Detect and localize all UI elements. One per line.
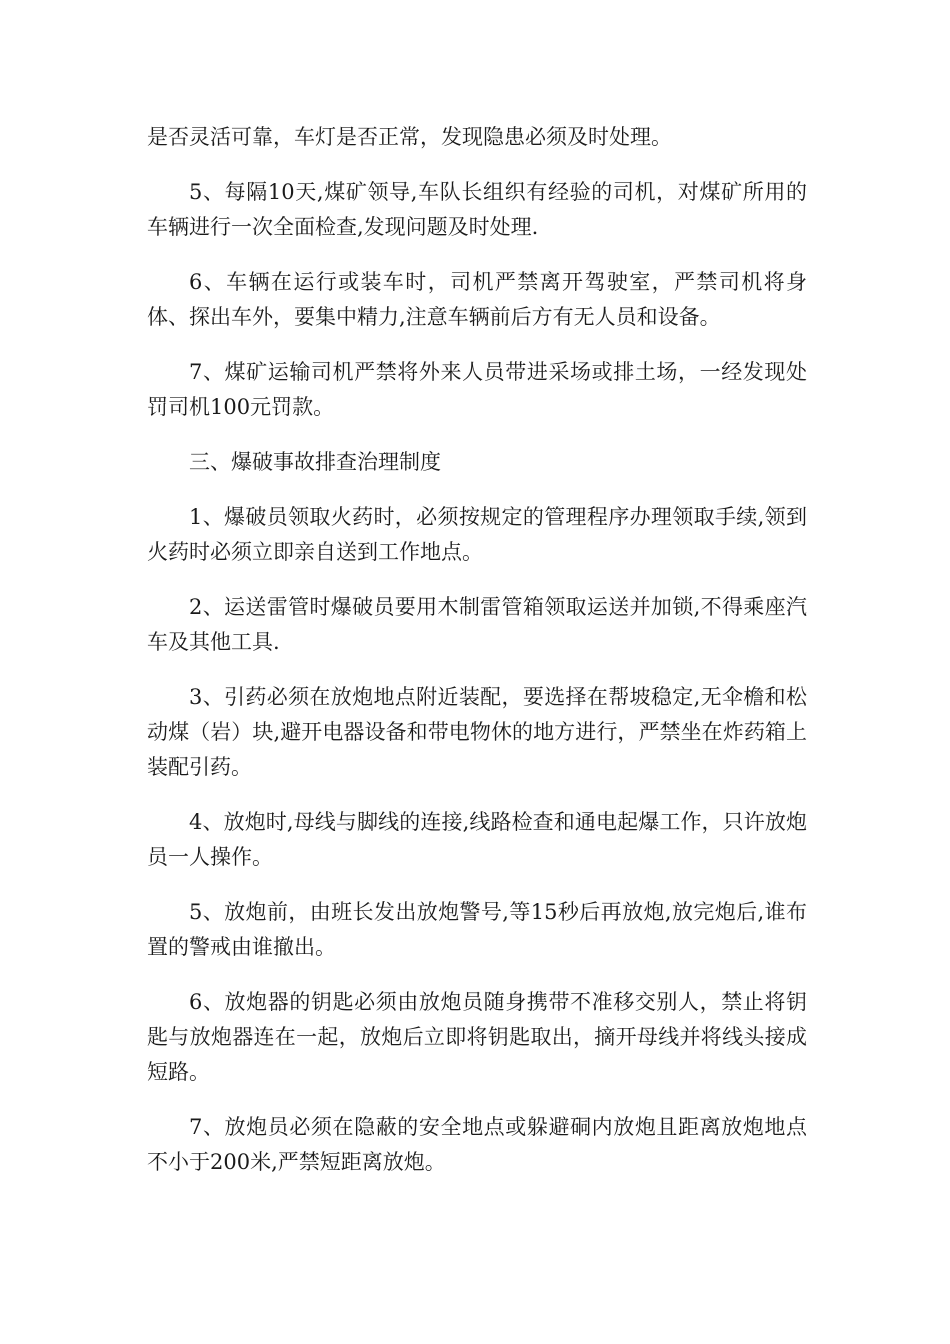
paragraph-item-6-driver-rules: 6、车辆在运行或装车时，司机严禁离开驾驶室，严禁司机将身体、探出车外，要集中精力,注意车辆前后方有无人员和设备。 [147, 270, 807, 329]
paragraph-blasting-item-6: 6、放炮器的钥匙必须由放炮员随身携带不准移交别人，禁止将钥匙与放炮器连在一起，放炮后立即将钥匙取出，摘开母线并将线头接成短路。 [147, 990, 807, 1084]
paragraph-blasting-item-2: 2、运送雷管时爆破员要用木制雷管箱领取运送并加锁,不得乘座汽车及其他工具. [147, 595, 807, 654]
document-body [147, 120, 807, 1200]
paragraph-blasting-item-5: 5、放炮前，由班长发出放炮警号,等15秒后再放炮,放完炮后,谁布置的警戒由谁撤出。 [147, 900, 807, 959]
paragraph-item-5-vehicle-inspection: 5、每隔10天,煤矿领导,车队长组织有经验的司机，对煤矿所用的车辆进行一次全面检查,发现问题及时处理. [147, 180, 807, 239]
paragraph-continuation: 是否灵活可靠，车灯是否正常，发现隐患必须及时处理。 [147, 125, 672, 149]
paragraph-blasting-item-7: 7、放炮员必须在隐蔽的安全地点或躲避硐内放炮且距离放炮地点不小于200米,严禁短距离放炮。 [147, 1115, 807, 1174]
paragraph-item-7-outsider-ban: 7、煤矿运输司机严禁将外来人员带进采场或排土场，一经发现处罚司机100元罚款。 [147, 360, 807, 419]
section-heading-blasting: 三、爆破事故排查治理制度 [189, 450, 441, 474]
paragraph-blasting-item-4: 4、放炮时,母线与脚线的连接,线路检查和通电起爆工作，只许放炮员一人操作。 [147, 810, 807, 869]
paragraph-blasting-item-1: 1、爆破员领取火药时，必须按规定的管理程序办理领取手续,领到火药时必须立即亲自送到工作地点。 [147, 505, 807, 564]
paragraph-blasting-item-3: 3、引药必须在放炮地点附近装配，要选择在帮坡稳定,无伞檐和松动煤（岩）块,避开电器设备和带电物休的地方进行，严禁坐在炸药箱上装配引药。 [147, 685, 807, 779]
